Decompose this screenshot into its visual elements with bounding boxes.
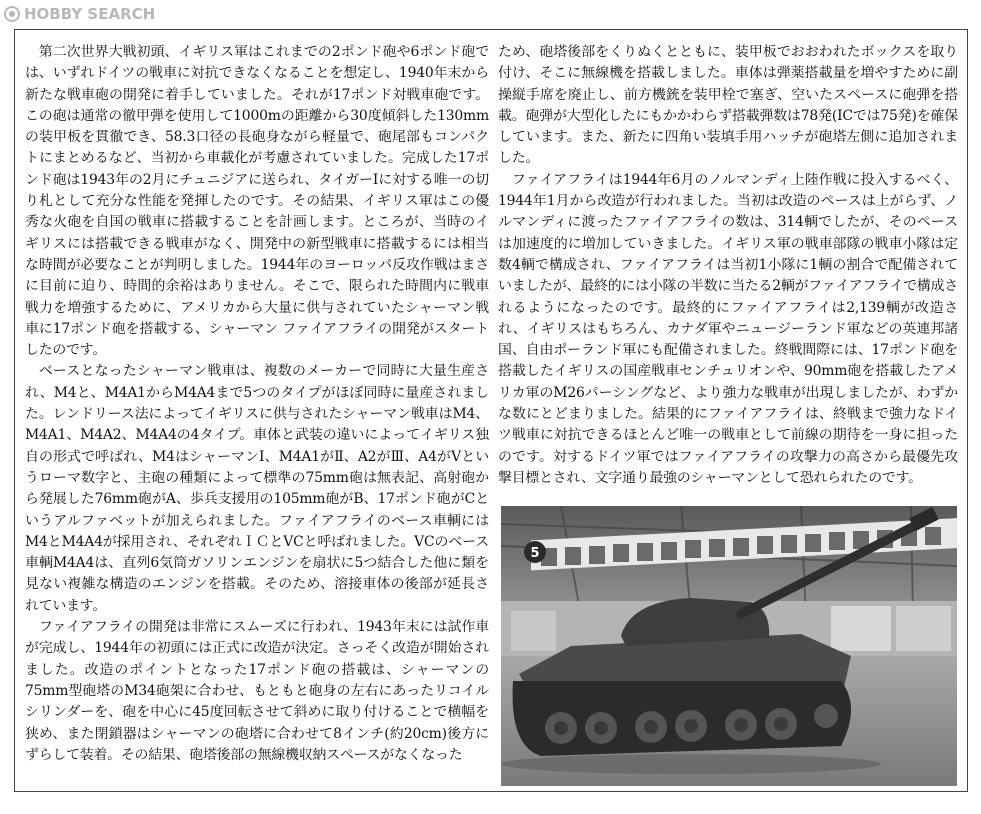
left-paragraph-2: ベースとなったシャーマン戦車は、複数のメーカーで同時に大量生産され、M4と、M4A1からM4A4まで5つのタイプがほぼ同時に量産されました。レンドリース法によってイギリスに供与されたシャーマン戦車はM4、M4A1、M4A2、M4A4の4タイプ。車体と武装の違いによってイギリス独自の形式で呼ばれ、M4はシャーマンⅠ、M4A1がⅡ、A2がⅢ、A4がVというローマ数字と、主砲の種類によって標準の75mm砲は無表記、高射砲から発展した76mm砲がA、歩兵支援用の105mm砲がB、17ポンド砲がCというアルファベットが加えられました。ファイアフライのベース車輌にはM4とM4A4が採用され、それぞれＩＣとVCと呼ばれました。VCのベース車輌M4A4は、直列6気筒ガソリンエンジンを扇状に5つ結合した他に類を見ない複雑な構造のエンジンを搭載。そのため、溶接車体の後部が延長されています。 xyxy=(25,363,489,614)
article-frame xyxy=(14,29,968,792)
left-paragraph-1: 第二次世界大戦初頭、イギリス軍はこれまでの2ポンド砲や6ポンド砲では、いずれドイツの戦車に対抗できなくなることを想定し、1940年末から新たな戦車砲の開発に着手していました。それが17ポンド対戦車砲です。この砲は通常の徹甲弾を使用して1000mの距離から30度傾斜した130mmの装甲板を貫徹でき、58.3口径の長砲身ながら軽量で、砲尾部もコンパクトにまとめるなど、当初から車載化が考慮されていました。完成した17ポンド砲は1943年の2月にチュニジアに送られ、タイガーⅠに対する唯一の切り札として充分な性能を発揮したのです。その結果、イギリス軍はこの優秀な火砲を自国の戦車に搭載することを計画します。ところが、当時のイギリスには搭載できる戦車がなく、開発中の新型戦車に搭載するには相当な時間が必要なことが判明しました。1944年のヨーロッパ反攻作戦はまさに目前に迫り、時間的余裕はありません。そこで、限られた時間内に戦車戦力を増強するために、アメリカから大量に供与されていたシャーマン戦車に17ポンド砲を搭載する、シャーマン ファイアフライの開発がスタートしたのです。 xyxy=(25,44,489,359)
right-paragraph-1: ため、砲塔後部をくりぬくとともに、装甲板でおおわれたボックスを取り付け、そこに無線機を搭載しました。車体は弾薬搭載量を増やすために副操縦手席を廃止し、前方機銃を装甲栓で塞ぎ、空いたスペースに砲弾を搭載。砲弾が大型化したにもかかわらず搭載弾数は78発(ICでは75発)を確保しています。また、新たに四角い装填手用ハッチが砲塔左側に追加されました。 xyxy=(498,44,958,167)
logo-text: HOBBY SEARCH xyxy=(24,5,156,23)
left-column xyxy=(25,42,489,766)
right-paragraph-2: ファイアフライは1944年6月のノルマンディ上陸作戦に投入するべく、1944年1月から改造が行われました。当初は改造のペースは上がらず、ノルマンディに渡ったファイアフライの数は、314輌でしたが、そのペースは加速度的に増加していきました。イギリス軍の戦車部隊の戦車小隊は定数4輌で構成され、ファイアフライは当初1小隊に1輌の割合で配備されていましたが、最終的には小隊の半数に当たる2輌がファイアフライで構成されるようになったのです。最終的にファイアフライは2,139輌が改造され、イギリスはもちろん、カナダ軍やニュージーランド軍などの英連邦諸国、自由ポーランド軍にも配備されました。終戦間際には、17ポンド砲を搭載したイギリスの国産戦車センチュリオンや、90mm砲を搭載したアメリカ軍のM26パーシングなど、より強力な戦車が出現しましたが、わずかな数にとどまりました。結果的にファイアフライは、終戦まで強力なドイツ戦車に対抗できるほとんど唯一の戦車として前線の期待を一身に担ったのです。対するドイツ軍ではファイアフライの攻撃力の高さから最優先攻撃目標とされ、文字通り最強のシャーマンとして恐れられたのです。 xyxy=(498,171,958,486)
hobby-search-icon xyxy=(4,6,20,22)
tank-photo-illustration xyxy=(501,506,957,786)
right-column xyxy=(498,42,958,489)
site-logo[interactable] xyxy=(4,3,155,25)
left-paragraph-3: ファイアフライの開発は非常にスムーズに行われ、1943年末には試作車が完成し、1944年の初頭には正式に改造が決定。さっそく改造が開始されました。改造のポイントとなった17ポンド砲の搭載は、シャーマンの75mm型砲塔のM34砲架に合わせ、もともと砲身の左右にあったリコイルシリンダーを、砲を中心に45度回転させて斜めに取り付けることで横幅を狭め、また閉鎖器はシャーマンの砲塔に合わせて8インチ(約20cm)後方にずらして装着。その結果、砲塔後部の無線機収納スペースがなくなった xyxy=(25,619,489,763)
hall-sign-number: 5 xyxy=(530,546,540,561)
tank-photo xyxy=(501,506,957,786)
